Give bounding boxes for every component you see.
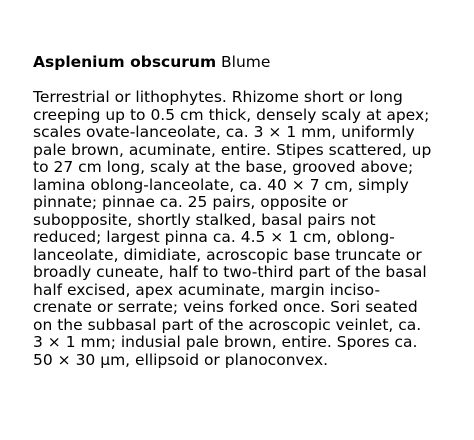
description-line: 3 × 1 mm; indusial pale brown, entire. Spores ca. — [33, 333, 418, 351]
species-author: Blume — [221, 53, 271, 71]
description-line: reduced; largest pinna ca. 4.5 × 1 cm, oblong- — [33, 228, 395, 246]
description-line: to 27 cm long, scaly at the base, grooved above; — [33, 158, 414, 176]
description-line: lamina oblong-lanceolate, ca. 40 × 7 cm, simply — [33, 175, 409, 194]
description-line: 50 × 30 µm, ellipsoid or planoconvex. — [33, 350, 329, 369]
description-line: broadly cuneate, half to two-third part of the basal — [33, 263, 427, 281]
species-name: Asplenium obscurum — [33, 53, 217, 71]
description-line: subopposite, shortly stalked, basal pairs not — [33, 210, 376, 229]
description-line: half excised, apex acuminate, margin inciso- — [33, 280, 381, 299]
description-line: lanceolate, dimidiate, acroscopic base truncate or — [33, 245, 422, 264]
description-line: pinnate; pinnae ca. 25 pairs, opposite or — [33, 193, 348, 211]
description-line: scales ovate-lanceolate, ca. 3 × 1 mm, uniformly — [33, 123, 415, 141]
species-description — [33, 89, 453, 369]
description-line: creeping up to 0.5 cm thick, densely scaly at apex; — [33, 105, 430, 124]
description-line: on the subbasal part of the acroscopic veinlet, ca. — [33, 315, 422, 334]
description-line: crenate or serrate; veins forked once. Sori seated — [33, 298, 418, 316]
species-entry — [33, 51, 453, 369]
description-line: pale brown, acuminate, entire. Stipes scattered, up — [33, 140, 432, 159]
species-heading — [33, 51, 453, 73]
description-line: Terrestrial or lithophytes. Rhizome short or long — [33, 88, 403, 106]
